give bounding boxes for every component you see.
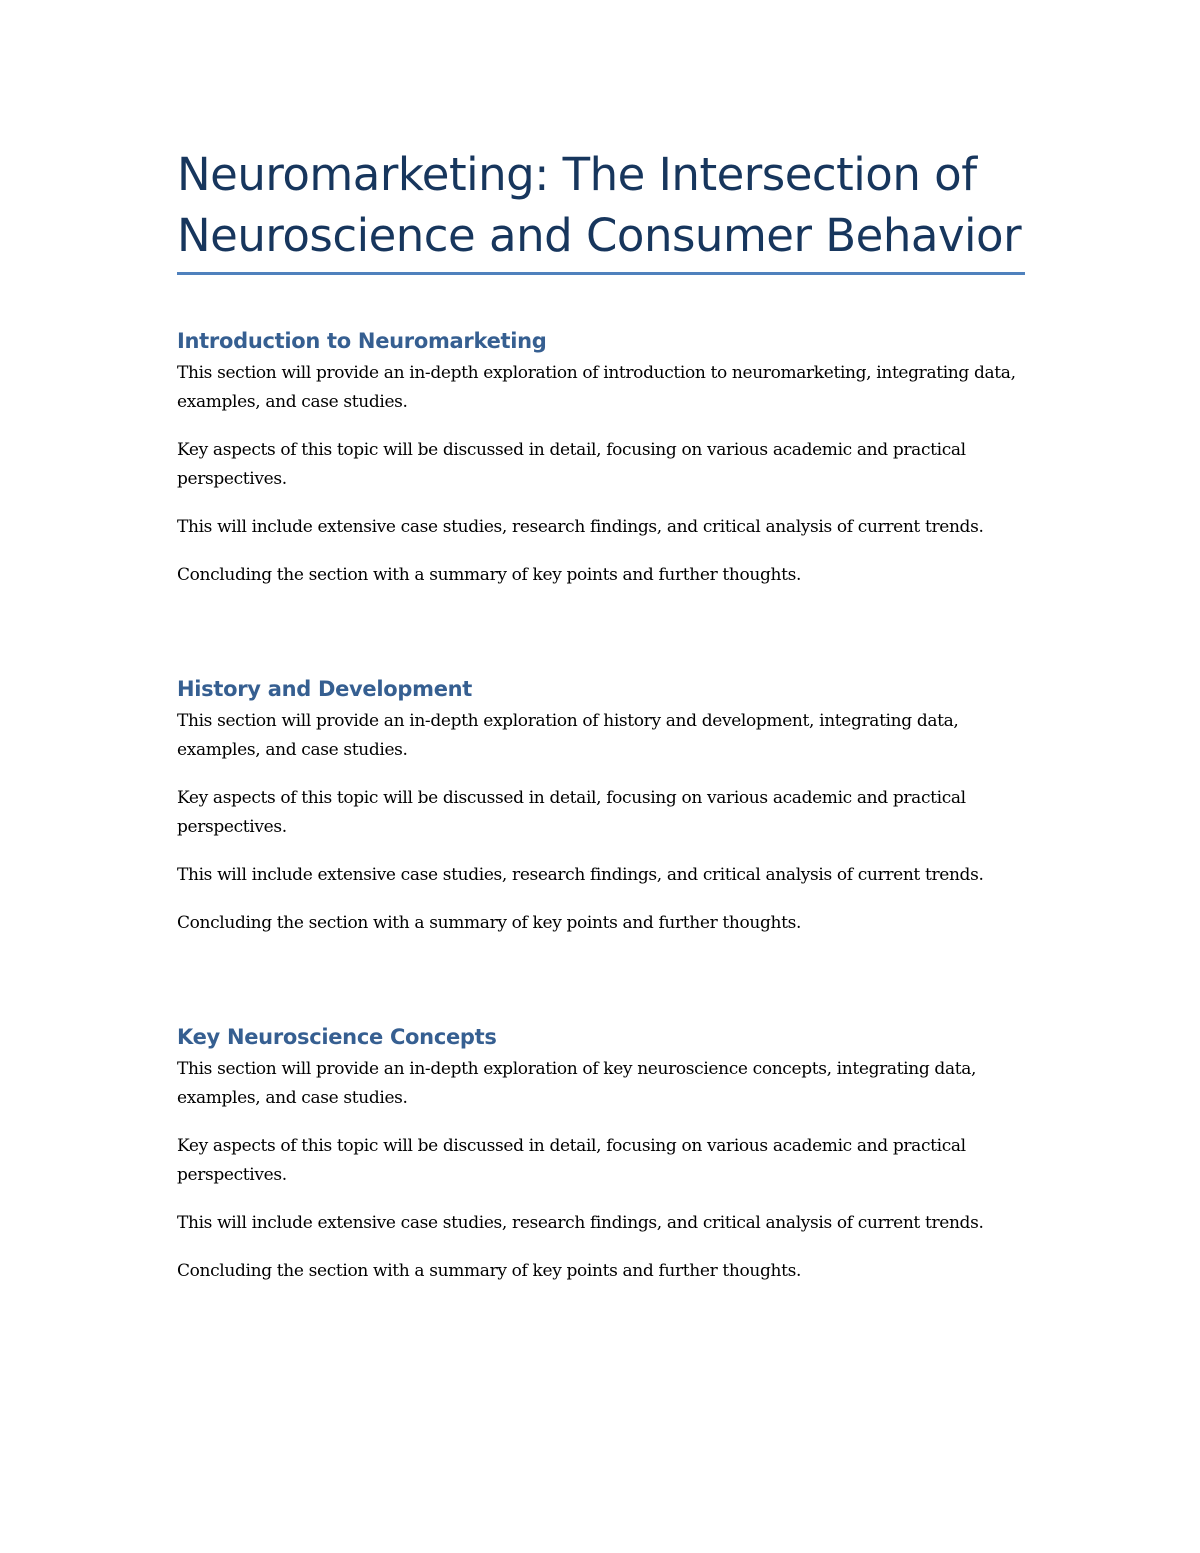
section-paragraph: This section will provide an in-depth exploration of key neuroscience concepts, integrating data, examples, and case studies. [177, 1059, 977, 1108]
section-paragraph: Key aspects of this topic will be discussed in detail, focusing on various academic and practical perspectives. [177, 440, 966, 489]
section-paragraph: This will include extensive case studies, research findings, and critical analysis of current trends. [177, 1213, 984, 1233]
section-history [177, 674, 1025, 957]
title-underline-rule [177, 272, 1025, 275]
section-paragraph: Concluding the section with a summary of key points and further thoughts. [177, 1261, 802, 1281]
section-paragraph: Concluding the section with a summary of key points and further thoughts. [177, 913, 802, 933]
section-paragraph: This section will provide an in-depth exploration of history and development, integrating data, examples, and case studies. [177, 711, 959, 760]
section-heading: History and Development [177, 677, 473, 701]
section-paragraph: Concluding the section with a summary of key points and further thoughts. [177, 565, 802, 585]
section-paragraph: This section will provide an in-depth exploration of introduction to neuromarketing, integrating data, examples, and case studies. [177, 363, 1016, 412]
section-paragraph: Key aspects of this topic will be discussed in detail, focusing on various academic and practical perspectives. [177, 1136, 966, 1185]
section-paragraph: Key aspects of this topic will be discussed in detail, focusing on various academic and practical perspectives. [177, 788, 966, 837]
document-title: Neuromarketing: The Intersection of Neuroscience and Consumer Behavior [177, 148, 1022, 262]
document-body [177, 144, 1025, 1281]
section-paragraph: This will include extensive case studies, research findings, and critical analysis of current trends. [177, 517, 984, 537]
section-paragraph: This will include extensive case studies, research findings, and critical analysis of current trends. [177, 865, 984, 885]
section-heading: Introduction to Neuromarketing [177, 329, 547, 353]
section-heading: Key Neuroscience Concepts [177, 1025, 497, 1049]
section-introduction [177, 326, 1025, 609]
section-key-concepts [177, 1022, 1025, 1305]
